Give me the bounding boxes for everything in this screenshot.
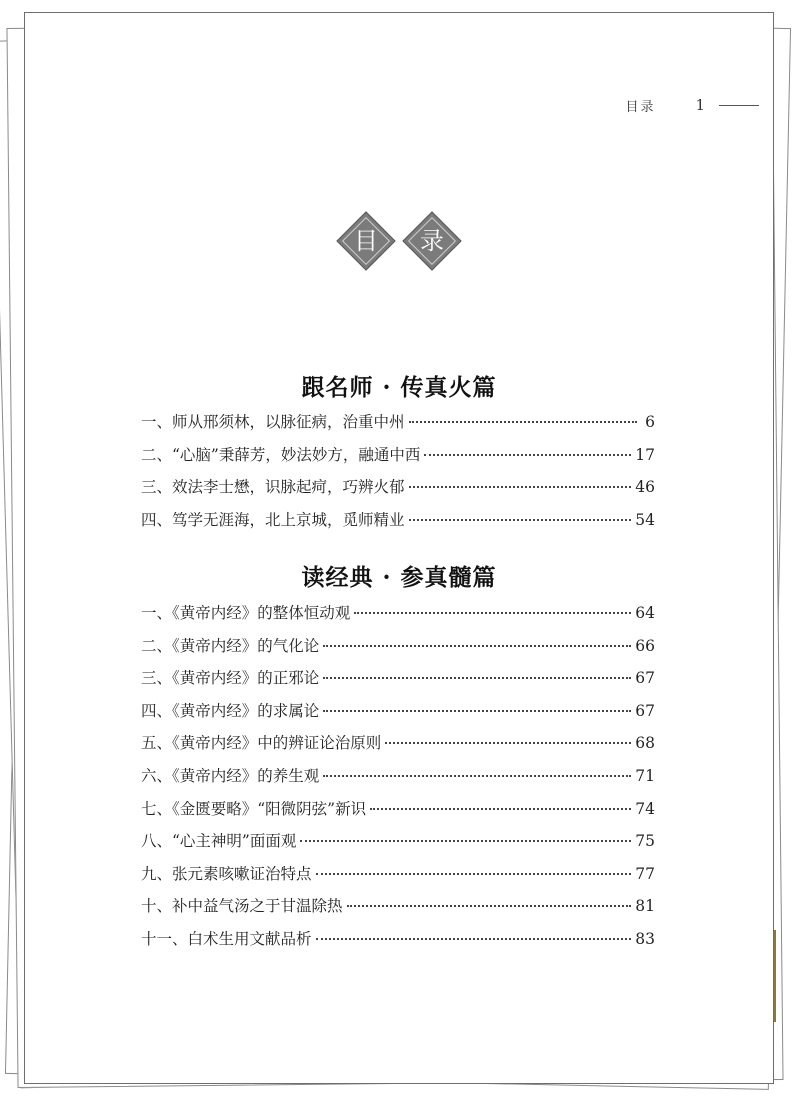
toc-entry-title: 三、《黄帝内经》的正邪论: [141, 669, 320, 688]
dot-leader: [300, 840, 631, 842]
toc-entry-title: 八、“心主神明”面面观: [141, 832, 297, 851]
toc-entry-title: 六、《黄帝内经》的养生观: [141, 766, 320, 785]
dot-leader: [347, 905, 632, 907]
toc-entry[interactable]: [141, 764, 655, 797]
toc-entry-page: 46: [635, 478, 655, 497]
dot-leader: [385, 742, 631, 744]
toc-list: [141, 601, 655, 960]
toc-entry-title: 一、《黄帝内经》的整体恒动观: [141, 604, 351, 622]
toc-entry-page: 75: [635, 832, 655, 851]
toc-entry-page: 77: [635, 864, 655, 883]
toc-entry-title: 七、《金匮要略》“阳微阴弦”新识: [141, 799, 367, 818]
section-heading: 读经典 · 参真髓篇: [301, 564, 497, 591]
toc-entry[interactable]: [141, 443, 655, 476]
toc-entry-page: 68: [635, 734, 655, 753]
running-head: [625, 95, 759, 115]
dot-leader: [409, 519, 632, 521]
dot-leader: [323, 677, 631, 679]
toc-entry-title: 十、补中益气汤之于甘温除热: [141, 897, 343, 916]
toc-entry[interactable]: [141, 634, 655, 667]
toc-entry-title: 十一、白术生用文献品析: [141, 929, 312, 948]
toc-entry[interactable]: [141, 666, 655, 699]
document-page: [24, 12, 774, 1084]
toc-entry-title: 二、“心脑”秉薛芳，妙法妙方，融通中西: [141, 445, 421, 464]
toc-entry-page: 67: [635, 701, 655, 720]
title-diamond: [339, 214, 393, 268]
toc-entry-page: 17: [635, 445, 655, 464]
toc-entry-title: 四、《黄帝内经》的求属论: [141, 701, 320, 720]
toc-entry-page: 71: [635, 766, 655, 785]
toc-entry[interactable]: [141, 699, 655, 732]
toc-entry-title: 四、笃学无涯海，北上京城，觅师精业: [141, 510, 405, 529]
dot-leader: [424, 454, 631, 456]
toc-entry-title: 五、《黄帝内经》中的辨证论治原则: [141, 734, 382, 753]
section-heading: 跟名师 · 传真火篇: [301, 374, 497, 401]
toc-entry-page: 67: [635, 669, 655, 688]
page-title: [337, 211, 461, 271]
toc-entry[interactable]: [141, 410, 655, 443]
toc-entry-page: 54: [635, 510, 655, 529]
toc-entry-page: 64: [635, 604, 655, 622]
toc-entry[interactable]: [141, 475, 655, 508]
dot-leader: [316, 873, 632, 875]
toc-entry-page: 6: [645, 413, 655, 431]
dot-leader: [354, 612, 631, 614]
toc-entry-page: 66: [635, 636, 655, 655]
toc-entry-title: 九、张元素咳嗽证治特点: [141, 864, 312, 883]
toc-entry-title: 一、师从邢须林，以脉征病，治重中州: [141, 413, 405, 431]
toc-entry-title: 三、效法李士懋，识脉起疴，巧辨火郁: [141, 478, 405, 497]
dot-leader: [323, 645, 631, 647]
title-char: 目: [354, 227, 378, 255]
toc-entry[interactable]: [141, 894, 655, 927]
toc-entry[interactable]: [141, 862, 655, 895]
toc-entry[interactable]: [141, 797, 655, 830]
toc-entry[interactable]: [141, 508, 655, 541]
toc-entry-page: 81: [635, 897, 655, 916]
toc-entry-title: 二、《黄帝内经》的气化论: [141, 636, 320, 655]
running-head-title: 目录: [625, 99, 656, 115]
toc-entry[interactable]: [141, 927, 655, 960]
toc-entry[interactable]: [141, 601, 655, 634]
dot-leader: [323, 775, 631, 777]
toc-entry[interactable]: [141, 731, 655, 764]
toc-list: [141, 410, 655, 540]
dot-leader: [409, 421, 637, 423]
title-char: 录: [420, 227, 444, 255]
dot-leader: [323, 710, 631, 712]
toc-entry-page: 83: [635, 929, 655, 948]
toc-entry[interactable]: [141, 829, 655, 862]
dot-leader: [409, 486, 632, 488]
toc-entry-page: 74: [635, 799, 655, 818]
dot-leader: [370, 808, 631, 810]
dot-leader: [316, 938, 632, 940]
page-number: 1: [695, 96, 705, 114]
running-head-rule: [719, 105, 759, 106]
title-diamond: [405, 214, 459, 268]
